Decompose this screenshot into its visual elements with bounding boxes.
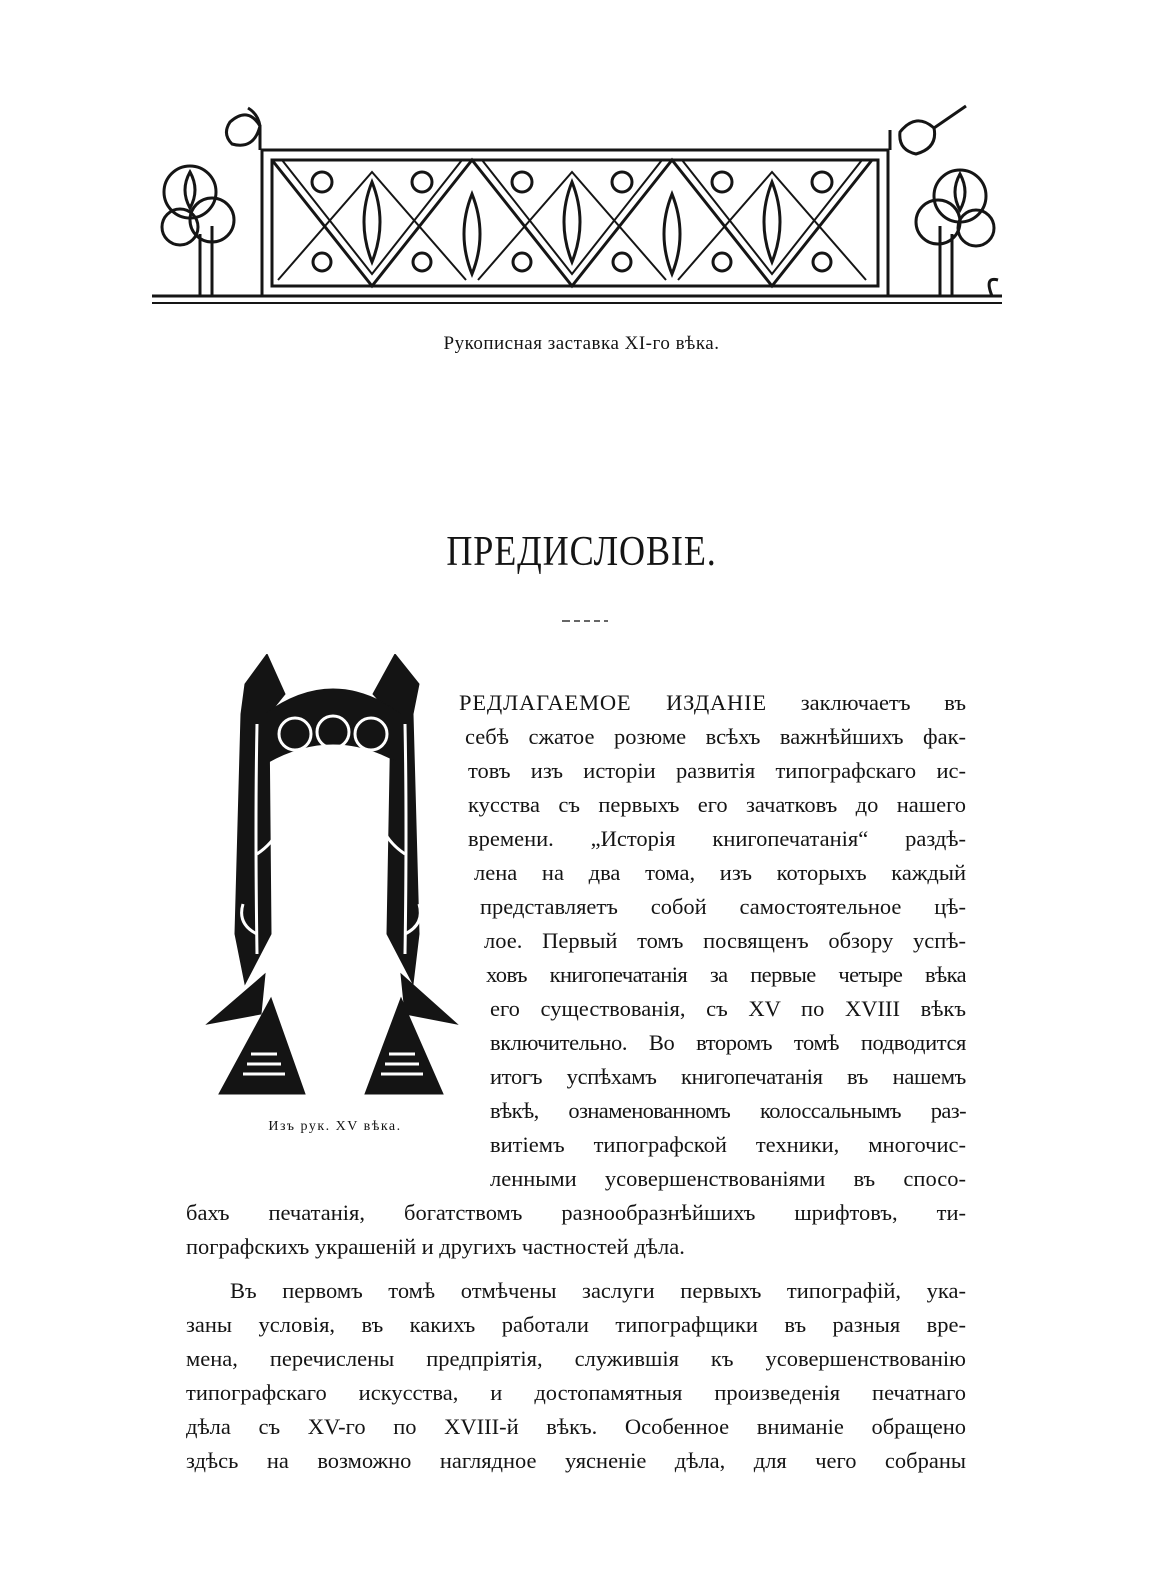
paragraph-line: ленными усовершенствованіями въ спосо- (490, 1166, 966, 1191)
paragraph-line: типографскаго искусства, и достопамятныя произведенія печатнаго (186, 1380, 966, 1405)
paragraph-line (459, 687, 966, 719)
paragraph-line: лое. Первый томъ посвященъ обзору успѣ- (484, 928, 966, 953)
title-ornament (560, 617, 610, 625)
paragraph-line: ховъ книгопечатанія за первые четыре вѣка (486, 962, 966, 987)
paragraph-line: вѣкѣ, ознаменованномъ колоссальнымъ раз- (490, 1098, 966, 1123)
paragraph-line: лена на два тома, изъ которыхъ каждый (474, 860, 966, 885)
paragraph-line: витіемъ типографской техники, многочис- (490, 1132, 966, 1157)
headpiece-caption: Рукописная заставка XI-го вѣка. (443, 333, 720, 354)
paragraph-line: кусства съ первыхъ его зачатковъ до нашего (468, 792, 966, 817)
page-title: ПРЕДИСЛОВІЕ. (446, 529, 717, 575)
paragraph-lead: РЕДЛАГАЕМОЕ ИЗДАНІЕ (459, 690, 767, 715)
paragraph-line: заны условія, въ какихъ работали типографщики въ разныя вре- (186, 1312, 966, 1337)
paragraph-line: пографскихъ украшеній и другихъ частностей дѣла. (186, 1234, 685, 1259)
paragraph-line: бахъ печатанія, богатствомъ разнообразнѣйшихъ шрифтовъ, ти- (186, 1200, 966, 1225)
initial-caption: Изъ рук. XV вѣка. (268, 1119, 402, 1134)
headpiece-ornament (150, 102, 1003, 310)
paragraph-line: товъ изъ исторіи развитія типографскаго ис- (468, 758, 966, 783)
paragraph-line: итогъ успѣхамъ книгопечатанія въ нашемъ (490, 1064, 966, 1089)
paragraph-line: времени. „Исторія книгопечатанія“ раздѣ- (468, 826, 966, 851)
paragraph-line: мена, перечислены предпріятія, служившія къ усовершенствованію (186, 1346, 966, 1371)
paragraph-line: представляетъ собой самостоятельное цѣ- (480, 894, 966, 919)
paragraph-line: его существованія, съ XV по XVIII вѣкъ (490, 996, 966, 1021)
paragraph-line: дѣла съ XV-го по XVIII-й вѣкъ. Особенное вниманіе обращено (186, 1414, 966, 1439)
paragraph-line: включительно. Во второмъ томѣ подводится (490, 1030, 966, 1055)
paragraph-line: здѣсь на возможно наглядное уясненіе дѣла, для чего собраны (186, 1448, 966, 1473)
paragraph-line: Въ первомъ томѣ отмѣчены заслуги первыхъ типографій, ука- (230, 1278, 966, 1303)
paragraph-line: себѣ сжатое розюме всѣхъ важнѣйшихъ фак- (465, 724, 966, 749)
paragraph-line-text: заключаетъ въ (800, 690, 966, 715)
initial-letter-ornament (205, 654, 459, 1110)
